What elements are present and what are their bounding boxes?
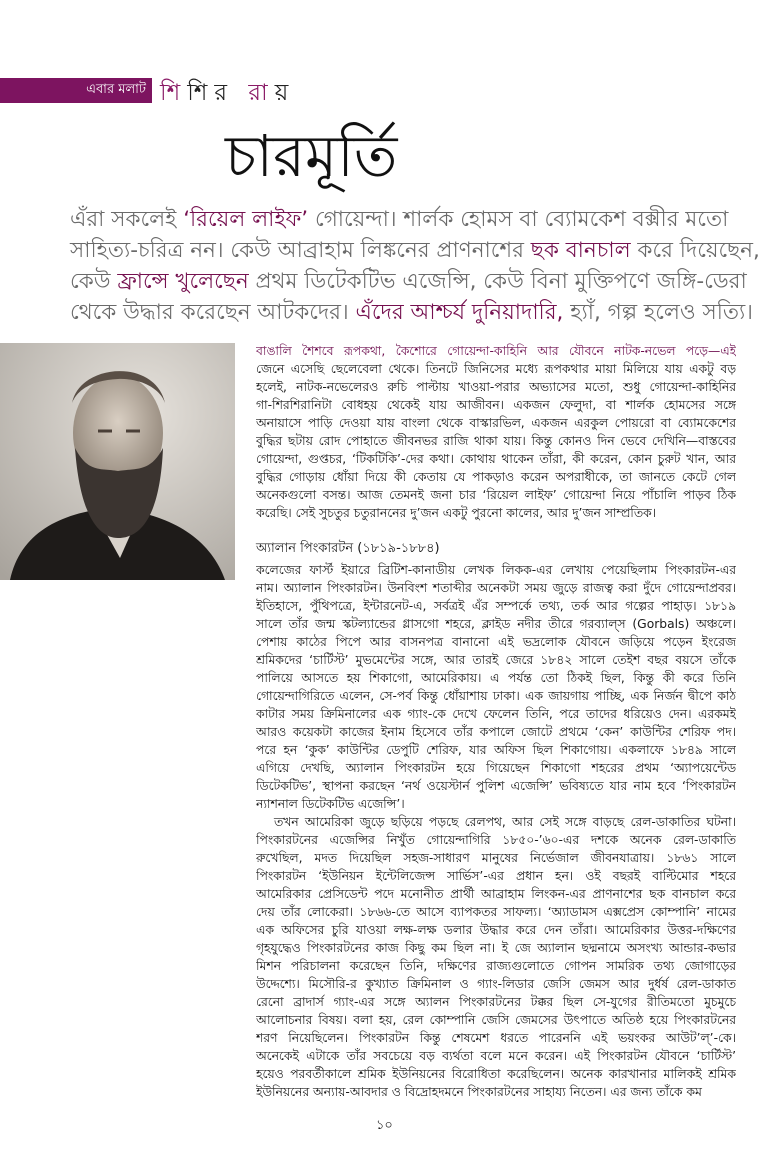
deck-text: কেউ xyxy=(70,269,118,294)
body-line: দেয় তাঁর লোকেরা। ১৮৬৬-তে আসে ব্যাপকতর সাফল্য। ‘অ্যাডামস এক্সপ্রেস কোম্পানি’ নামের xyxy=(256,905,736,919)
body-line: বাঙালি শৈশবে রূপকথা, কৈশোরে গোয়েন্দা-কাহিনি আর যৌবনে নাটক-নভেল পড়ে—এই xyxy=(256,344,736,358)
body-line: পিংকারটন ‘ইউনিয়ন ইন্টেলিজেন্স সার্ভিস’-এর প্রধান হন। ওই বছরই বাল্টিমোর শহরে xyxy=(256,869,736,883)
body-line: আরও কয়েকটা কাজের ইনাম হিসেবে তাঁর কপালে জোটে প্রথমে ‘কেন’ কাউন্টির শেরিফ পদ। xyxy=(256,725,736,739)
body-line: বুদ্ধির ছটায় রোদ পোহাতে জীবনভর রাজি থাকা যায়। কিন্তু কোনও দিন ভেবে দেখিনি—বাস্তবের xyxy=(256,434,736,448)
body-line: মিশন পরিচালনা করেছেন তিনি, দক্ষিণের রাজ্যগুলোতে গোপন সামরিক তথ্য জোগাড়ের xyxy=(256,959,736,973)
body-line: গৃহযুদ্ধেও পিংকারটনের কাজ কিছু কম ছিল না। ই জে অ্যালান ছদ্মনামে অসংখ্য আন্ডার-কভার xyxy=(256,941,736,955)
section-heading: অ্যালান পিংকারটন (১৮১৯-১৮৮৪) xyxy=(256,541,440,556)
article-deck xyxy=(70,204,760,328)
body-line: কলেজের ফার্স্ট ইয়ারে ব্রিটিশ-কানাডীয় লেখক লিকক-এর লেখায় পেয়েছিলাম পিংকারটন-এর xyxy=(256,563,736,577)
body-line: গোয়েন্দা, গুপ্তচর, ‘টিকটিকি’-দের কথা। কোথায় থাকেন তাঁরা, কী করেন, কোন চুরুট খান, আর xyxy=(256,452,736,466)
body-line: আমেরিকার প্রেসিডেন্ট পদে মনোনীত প্রার্থী আব্রাহাম লিংকন-এর প্রাণনাশের ছক বানচাল করে xyxy=(256,887,736,901)
body-line: তখন আমেরিকা জুড়ে ছড়িয়ে পড়ছে রেলপথ, আর সেই সঙ্গে বাড়ছে রেল-ডাকাতির ঘটনা। xyxy=(274,815,736,829)
body-line: করেছি। সেই সুচতুর চতুরাননের দু’জন একটু পুরনো কালের, আর দু’জন সাম্প্রতিক। xyxy=(256,506,657,520)
body-line: রুখেছিল, মদত দিয়েছিল সহজ-সাধারণ মানুষের নির্ভেজাল জীবনযাত্রায়। ১৮৬১ সালে xyxy=(256,851,736,865)
body-line: হয়েও পরবর্তীকালে শ্রমিক ইউনিয়নের বিরোধিতা করেছিলেন। অনেক কারখানার মালিকই শ্রমিক xyxy=(256,1067,736,1081)
body-line: অনেকেই এটাকে তাঁর সবচেয়ে বড় ব্যর্থতা বলে মনে করেন। এই পিংকারটন যৌবনে ‘চার্টিস্ট’ xyxy=(256,1049,736,1063)
author-char: শি xyxy=(187,80,215,106)
body-line: ইতিহাসে, পুঁথিপত্রে, ইন্টারনেট-এ, সর্বত্রই এঁর সম্পর্কে তথ্য, তর্ক আর গল্পের পাহাড়। ১৮১৯ xyxy=(256,599,736,613)
author-name xyxy=(160,74,295,113)
author-char: র xyxy=(214,80,235,106)
deck-line xyxy=(70,297,753,328)
body-line: হলেই, নাটক-নভেলেরও রুচি পাল্টায় খাওয়া-পরার অভ্যাসের মতো, শুধু গোয়েন্দা-কাহিনির xyxy=(256,380,736,394)
deck-line xyxy=(70,266,747,297)
body-line: জেনে এসেছি ছেলেবেলা থেকে। তিনটে জিনিসের মধ্যে রূপকথার মায়া মিলিয়ে যায় একটু বড় xyxy=(256,362,736,376)
body-line: ইউনিয়নের অন্যায়-আবদার ও বিদ্রোহদমনে পিংকারটনের সাহায্য নিতেন। এর জন্য তাঁকে কম xyxy=(256,1085,702,1099)
body-line: অনায়াসে পাড়ি দেওয়া যায় বাংলা থেকে বাস্কারভিল, একজন এরকুল পোয়রো বা ব্যোমকেশের xyxy=(256,416,736,430)
body-line: এক অফিসের চুরি যাওয়া লক্ষ-লক্ষ ডলার উদ্ধার করে দেন তাঁরা। আমেরিকার উত্তর-দক্ষিণের xyxy=(256,923,736,937)
body-line: এগিয়ে দেখছি, অ্যালান পিংকারটন হয়ে গিয়েছেন শিকাগো শহরের প্রথম ‘অ্যাপয়েন্টেড xyxy=(256,761,736,775)
body-line: অনেকগুলো বসন্ত। আজ তেমনই জনা চার ‘রিয়েল লাইফ’ গোয়েন্দা নিয়ে পাঁচালি পাড়ব ঠিক xyxy=(256,488,736,502)
deck-text: থেকে উদ্ধার করেছেন আটকদের। xyxy=(70,300,356,325)
spacer xyxy=(256,522,736,531)
article-title: চারমূর্তি xyxy=(225,122,398,190)
deck-text: করে দিয়েছেন, xyxy=(630,238,760,263)
body-line: ন্যাশনাল ডিটেকটিভ এজেন্সি’। xyxy=(256,797,405,811)
deck-highlight: ছক বানচাল xyxy=(530,238,631,263)
deck-highlight: এঁদের আশ্চর্য দুনিয়াদারি, xyxy=(355,300,564,325)
body-line: ডিটেকটিভ’, স্থাপনা করছেন ‘নর্থ ওয়েস্টার্ন পুলিশ এজেন্সি’ ভবিষ্যতে যার নাম হবে ‘পিংকারটন xyxy=(256,779,736,793)
body-line: উদ্দেশ্যে। মিসৌরি-র কুখ্যাত ক্রিমিনাল ও গ্যাং-লিডার জেসি জেমস আর দুর্ধর্ষ রেল-ডাকাত xyxy=(256,977,736,991)
body-line: পেশায় কাঠের পিপে আর বাসনপত্র বানানো এই ভদ্রলোক যৌবনে জড়িয়ে পড়েন ইংরেজ xyxy=(256,635,736,649)
deck-highlight: ‘রিয়েল লাইফ’ xyxy=(183,207,309,232)
body-line: পিংকারটনের এজেন্সির নিখুঁত গোয়েন্দাগিরি ১৮৫০-’৬০-এর দশকে অনেক রেল-ডাকাতি xyxy=(256,833,736,847)
deck-line xyxy=(70,204,729,235)
body-line: সালে তাঁর জন্ম স্কটল্যান্ডের গ্লাসগো শহরে, ক্লাইড নদীর তীরে গরব্যাল্স (Gorbals) অঞ্চলে। xyxy=(256,617,736,631)
portrait-photo xyxy=(0,343,235,580)
deck-text: গোয়েন্দা। শার্লক হোমস বা ব্যোমকেশ বক্সীর মতো xyxy=(308,207,729,232)
body-line: গা-শিরশিরানিটা বোধহয় থেকেই যায় আজীবন। একজন ফেলুদা, বা শার্লক হোমসের সঙ্গে xyxy=(256,398,736,412)
deck-line xyxy=(70,235,760,266)
body-line: শ্রমিকদের ‘চার্টিস্ট’ মুভমেন্টের সঙ্গে, আর তারই জেরে ১৮৪২ সালে তেইশ বছর বয়সে তাঁকে xyxy=(256,653,736,667)
section-banner xyxy=(0,78,152,103)
deck-highlight: ফ্রান্সে খুলেছেন xyxy=(117,269,249,294)
article-body xyxy=(256,342,736,1101)
body-line: নাম। অ্যালান পিংকারটন। উনবিংশ শতাব্দীর অনেকটা সময় জুড়ে রাজত্ব করা দুঁদে গোয়েন্দাপ্রবর। xyxy=(256,581,736,595)
body-line: পালিয়ে আসতে হয় শিকাগো, আমেরিকায়। এ পর্যন্ত তো ঠিকই ছিল, কিন্তু কী করে তিনি xyxy=(256,671,736,685)
author-char: রা xyxy=(248,80,275,106)
body-line: আলোচনার বিষয়। বলা হয়, রেল কোম্পানি জেসি জেমসের উৎপাতে অতিষ্ঠ হয়ে পিংকারটনের xyxy=(256,1013,736,1027)
deck-text: সাহিত্য-চরিত্র নন। কেউ আব্রাহাম লিঙ্কনের প্রাণনাশের xyxy=(70,238,531,263)
deck-text: এঁরা সকলেই xyxy=(70,207,184,232)
body-line: কাটার সময় ক্রিমিনালের এক গ্যাং-কে দেখে ফেলেন তিনি, পরে তাদের ধরিয়েও দেন। এরকমই xyxy=(256,707,736,721)
page-number: ১০ xyxy=(376,1118,393,1133)
body-line: বুদ্ধির গোড়ায় ধোঁয়া দিয়ে কী কেতায় যে পাকড়াও করেন অপরাধীকে, তা জানতে কেটে গেল xyxy=(256,470,736,484)
author-char: য় xyxy=(274,80,296,106)
body-line: গোয়েন্দাগিরিতে এলেন, সে-পর্ব কিন্তু ধোঁয়াশায় ঢাকা। এক জায়গায় পাচ্ছি, এক নির্জন দ্বীপে কাঠ xyxy=(256,689,736,703)
author-char: শি xyxy=(160,80,188,106)
deck-text: প্রথম ডিটেকটিভ এজেন্সি, কেউ বিনা মুক্তিপণে জঙ্গি-ডেরা xyxy=(248,269,747,294)
deck-text: হ্যাঁ, গল্প হলেও সত্যি। xyxy=(563,300,753,325)
body-line: শরণ নিয়েছিলেন। পিংকারটন কিন্তু শেষমেশ ধরতে পারেননি এই ভয়ংকর আউট’ল্’-কে। xyxy=(256,1031,736,1045)
body-line: রেনো ব্রাদার্স গ্যাং-এর সঙ্গে অ্যালন পিংকারটনের টক্কর ছিল সে-যুগের রীতিমতো মুচমুচে xyxy=(256,995,736,1009)
section-label: এবার মলাট xyxy=(86,82,146,97)
body-line: পরে হন ‘কুক’ কাউন্টির ডেপুটি শেরিফ, যার অফিস ছিল শিকাগোয়। একলাফে ১৮৪৯ সালে xyxy=(256,743,736,757)
